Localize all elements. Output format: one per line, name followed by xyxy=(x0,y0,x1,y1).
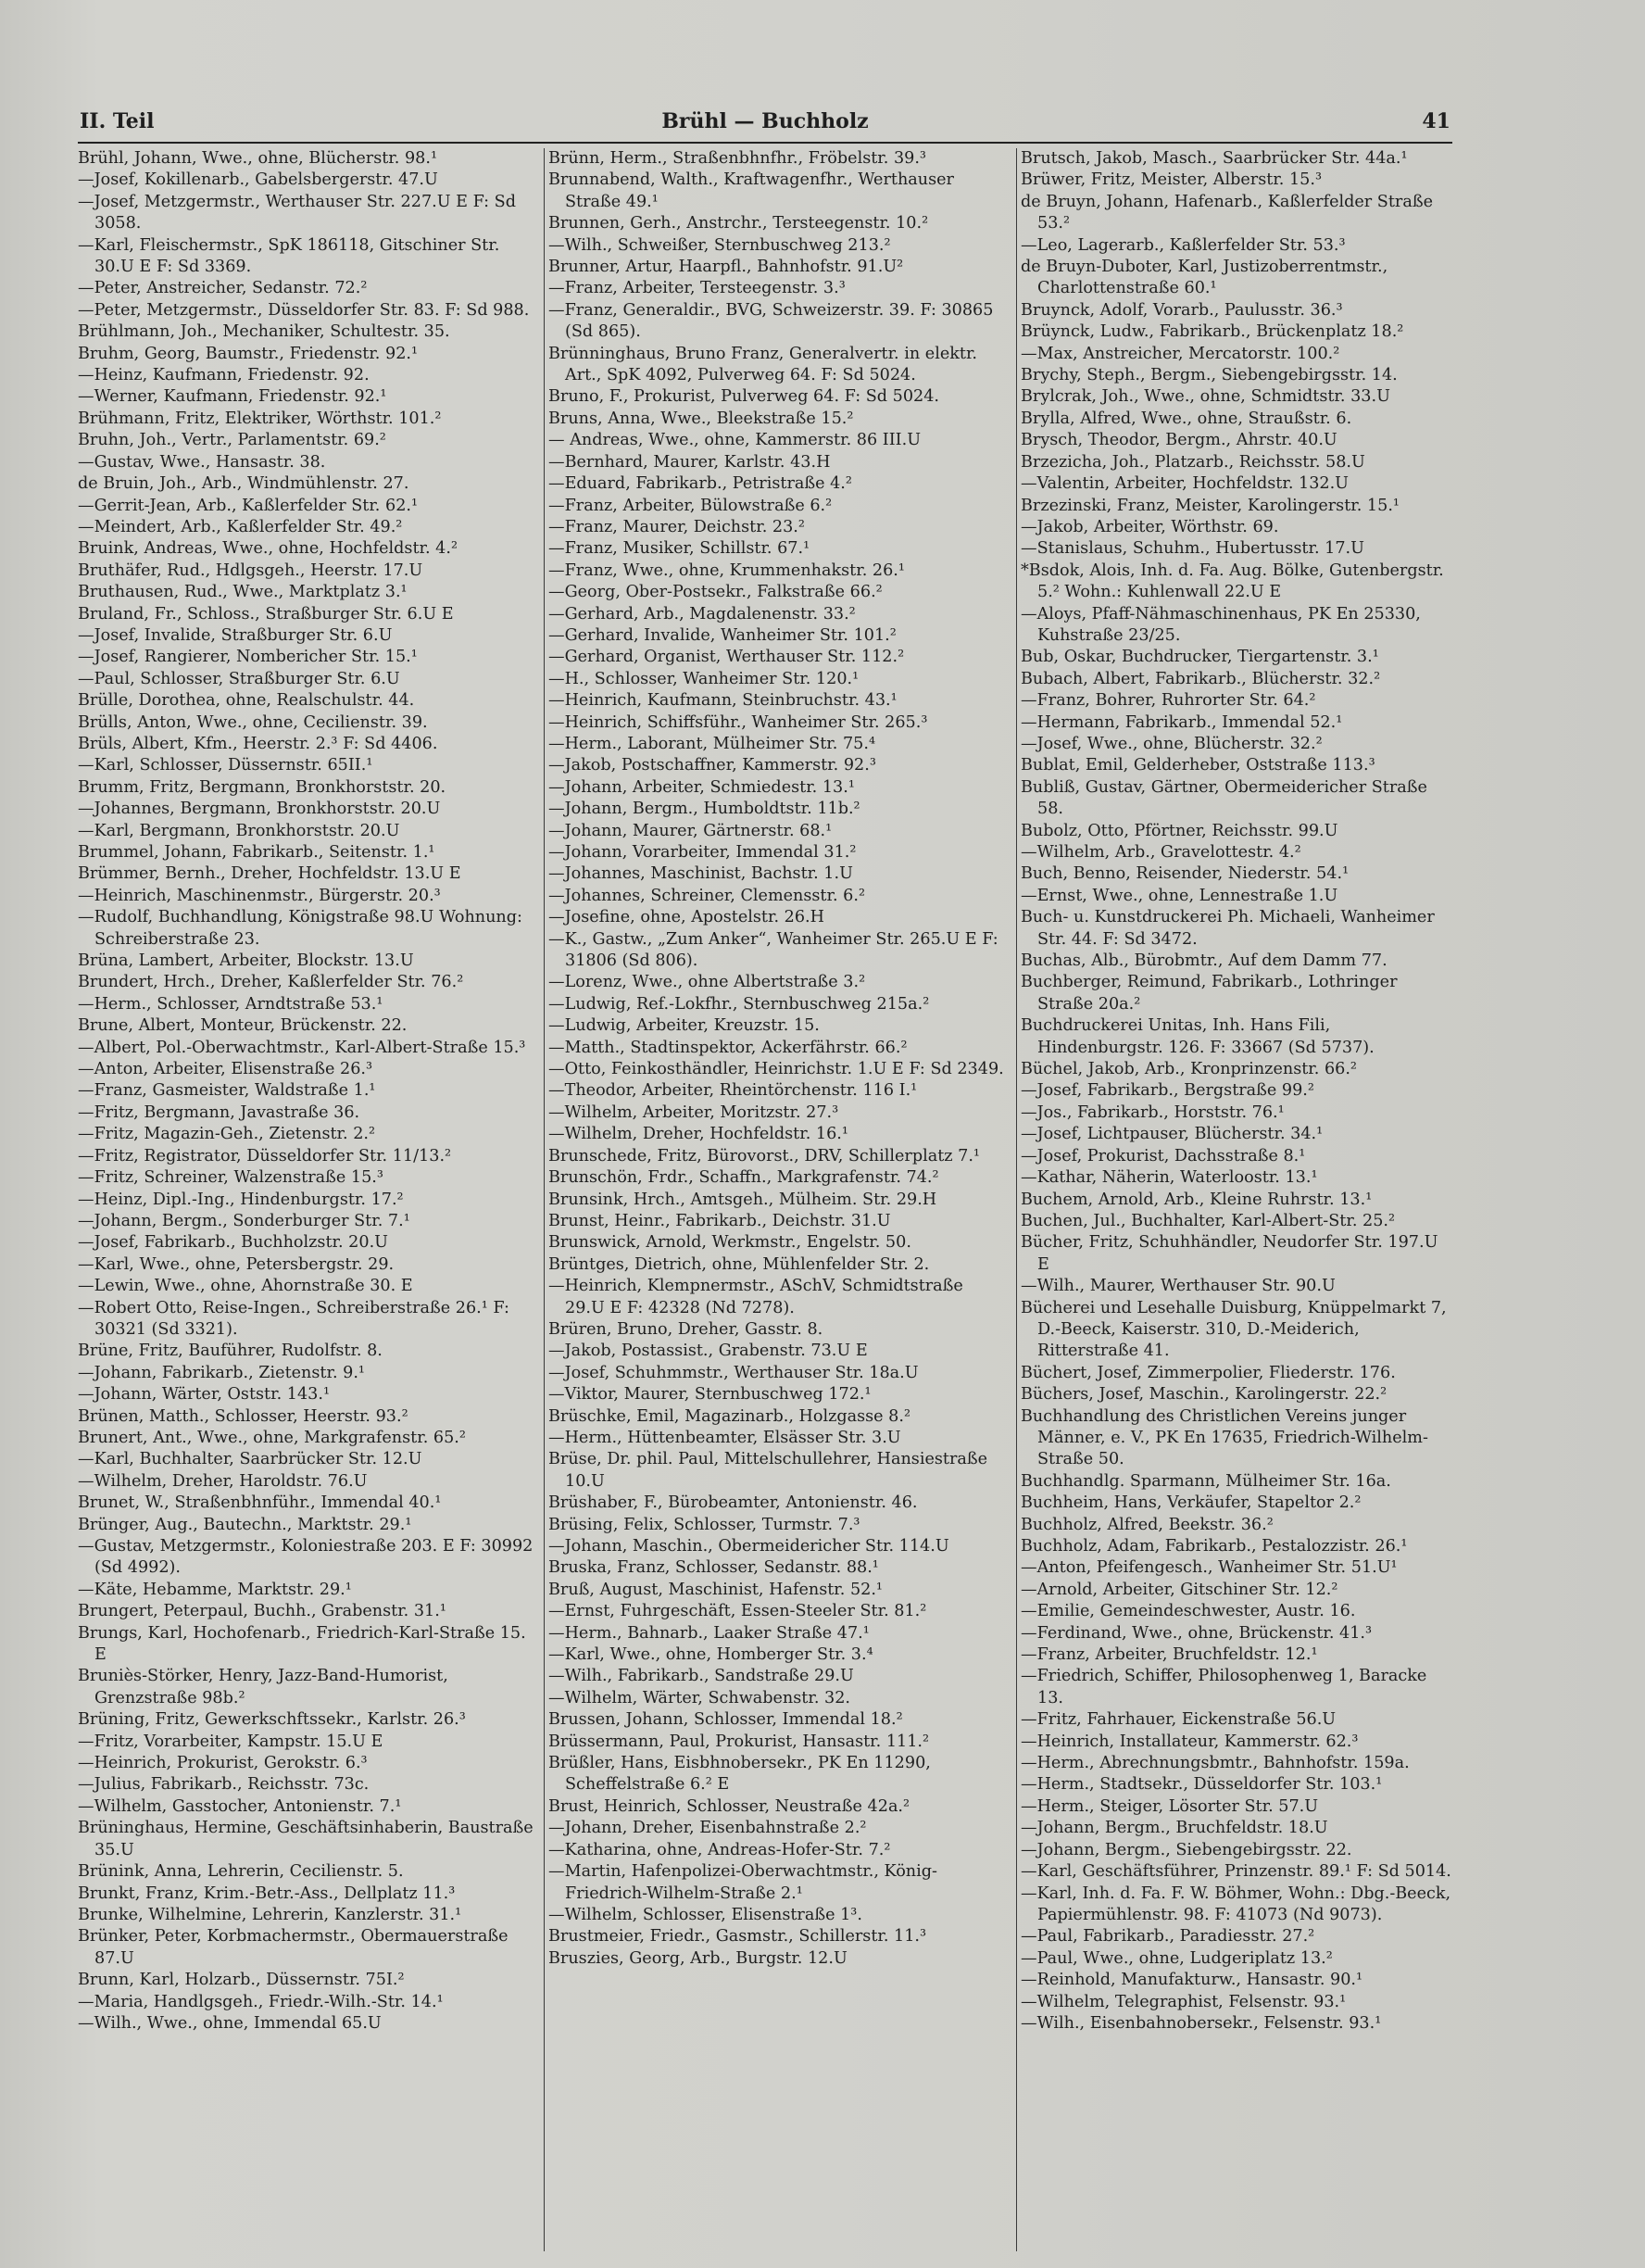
directory-entry: —Rudolf, Buchhandlung, Königstraße 98.U Wohnung: Schreiberstraße 23. xyxy=(78,908,522,949)
directory-entry: —Jos., Fabrikarb., Horststr. 76.¹ xyxy=(1021,1102,1285,1122)
column-3 xyxy=(1021,148,1458,2251)
directory-entry: —Gustav, Wwe., Hansastr. 38. xyxy=(78,452,326,472)
directory-entry: —Meindert, Arb., Kaßlerfelder Str. 49.² xyxy=(78,517,403,536)
directory-entry: Brüntges, Dietrich, ohne, Mühlenfelder Str. 2. xyxy=(548,1254,930,1274)
directory-entry: —Josef, Fabrikarb., Bergstraße 99.² xyxy=(1021,1081,1314,1101)
directory-entry: —Wilhelm, Telegraphist, Felsenstr. 93.¹ xyxy=(1021,1992,1347,2011)
directory-entry: Brüschke, Emil, Magazinarb., Holzgasse 8.² xyxy=(548,1406,911,1426)
directory-entry: —Franz, Arbeiter, Tersteegenstr. 3.³ xyxy=(548,279,846,298)
directory-entry: Brummel, Johann, Fabrikarb., Seitenstr. 1.¹ xyxy=(78,843,435,862)
directory-entry: —Herm., Hüttenbeamter, Elsässer Str. 3.U xyxy=(548,1428,901,1447)
directory-entry: —Wilhelm, Wärter, Schwabenstr. 32. xyxy=(548,1688,850,1707)
directory-entry: —Peter, Anstreicher, Sedanstr. 72.² xyxy=(78,279,368,298)
directory-entry: —Emilie, Gemeindeschwester, Austr. 16. xyxy=(1021,1602,1356,1621)
directory-entry: Brüninghaus, Hermine, Geschäftsinhaberin, Baustraße 35.U xyxy=(78,1819,534,1859)
directory-entry: —Gerhard, Arb., Magdalenenstr. 33.² xyxy=(548,604,856,624)
directory-entry: Bruhm, Georg, Baumstr., Friedenstr. 92.¹ xyxy=(78,344,419,363)
directory-entry: —Lewin, Wwe., ohne, Ahornstraße 30. E xyxy=(78,1277,413,1296)
directory-entry: —Johannes, Bergmann, Bronkhorststr. 20.U xyxy=(78,800,441,819)
directory-entry: Brünger, Aug., Bautechn., Marktstr. 29.¹ xyxy=(78,1515,412,1534)
directory-entry: —Gustav, Metzgermstr., Koloniestraße 203. E F: 30992 (Sd 4992). xyxy=(78,1537,534,1578)
directory-entry: Brunnabend, Walth., Kraftwagenfhr., Werthauser Straße 49.¹ xyxy=(548,170,954,211)
directory-entry: —Wilh., Eisenbahnobersekr., Felsenstr. 93.¹ xyxy=(1021,2013,1382,2033)
directory-entry: —Josef, Lichtpauser, Blücherstr. 34.¹ xyxy=(1021,1125,1324,1144)
directory-entry: Bruniès-Störker, Henry, Jazz-Band-Humorist, Grenzstraße 98b.² xyxy=(78,1667,448,1707)
directory-entry: —Josef, Metzgermstr., Werthauser Str. 227.U E F: Sd 3058. xyxy=(78,192,517,233)
directory-entry: Brünn, Herm., Straßenbhnfhr., Fröbelstr. 39.³ xyxy=(548,149,926,168)
directory-entry: —Johann, Bergm., Bruchfeldstr. 18.U xyxy=(1021,1819,1328,1838)
directory-entry: Brülls, Anton, Wwe., ohne, Cecilienstr. 39. xyxy=(78,712,428,732)
directory-entry: —Fritz, Registrator, Düsseldorfer Str. 11/13.² xyxy=(78,1146,452,1166)
directory-entry: —Jakob, Arbeiter, Wörthstr. 69. xyxy=(1021,517,1279,536)
directory-entry: —Gerrit-Jean, Arb., Kaßlerfelder Str. 62.¹ xyxy=(78,496,419,515)
directory-entry: —Ernst, Wwe., ohne, Lennestraße 1.U xyxy=(1021,886,1338,905)
directory-entry: Bruthausen, Rud., Wwe., Marktplatz 3.¹ xyxy=(78,583,408,602)
directory-entry: Brune, Albert, Monteur, Brückenstr. 22. xyxy=(78,1016,408,1036)
directory-entry: —Fritz, Vorarbeiter, Kampstr. 15.U E xyxy=(78,1732,383,1751)
directory-entry: —Johann, Arbeiter, Schmiedestr. 13.¹ xyxy=(548,777,855,797)
page-header xyxy=(80,109,1450,143)
directory-entry: Buchholz, Alfred, Beekstr. 36.² xyxy=(1021,1515,1274,1534)
directory-entry: Brünker, Peter, Korbmachermstr., Obermauerstraße 87.U xyxy=(78,1927,509,1968)
directory-entry: —Herm., Schlosser, Arndtstraße 53.¹ xyxy=(78,994,383,1014)
directory-entry: Brunst, Heinr., Fabrikarb., Deichstr. 31.U xyxy=(548,1211,891,1230)
directory-entry: Buchberger, Reimund, Fabrikarb., Lothringer Straße 20a.² xyxy=(1021,973,1398,1014)
directory-entry: Brustmeier, Friedr., Gasmstr., Schillerstr. 11.³ xyxy=(548,1927,927,1947)
directory-entry: Brunswick, Arnold, Werkmstr., Engelstr. 50. xyxy=(548,1233,911,1253)
directory-entry: —Franz, Gasmeister, Waldstraße 1.¹ xyxy=(78,1081,376,1101)
directory-entry: —Fritz, Fahrhauer, Eickenstraße 56.U xyxy=(1021,1710,1337,1730)
directory-entry: —Karl, Wwe., ohne, Petersbergstr. 29. xyxy=(78,1254,395,1274)
directory-entry: Brzezicha, Joh., Platzarb., Reichsstr. 58.U xyxy=(1021,452,1365,472)
directory-entry: Büchel, Jakob, Arb., Kronprinzenstr. 66.² xyxy=(1021,1060,1357,1079)
directory-entry: Brychy, Steph., Bergm., Siebengebirgsstr. 14. xyxy=(1021,366,1398,385)
directory-entry: de Bruyn, Johann, Hafenarb., Kaßlerfelder Straße 53.² xyxy=(1021,192,1433,233)
directory-entry: Bruska, Franz, Schlosser, Sedanstr. 88.¹ xyxy=(548,1558,879,1578)
directory-entry: —Heinrich, Kaufmann, Steinbruchstr. 43.¹ xyxy=(548,691,898,711)
directory-entry: —Herm., Bahnarb., Laaker Straße 47.¹ xyxy=(548,1623,870,1643)
directory-entry: —Fritz, Bergmann, Javastraße 36. xyxy=(78,1102,360,1122)
directory-entry: —Heinz, Dipl.-Ing., Hindenburgstr. 17.² xyxy=(78,1190,404,1209)
directory-entry: —Wilhelm, Schlosser, Elisenstraße 1³. xyxy=(548,1905,862,1924)
directory-entry: —Franz, Bohrer, Ruhrorter Str. 64.² xyxy=(1021,691,1316,711)
directory-entry: —Johann, Fabrikarb., Zietenstr. 9.¹ xyxy=(78,1363,365,1382)
column-1 xyxy=(78,148,539,2251)
directory-entry: Bruszies, Georg, Arb., Burgstr. 12.U xyxy=(548,1948,848,1968)
directory-entry: —Johann, Bergm., Sonderburger Str. 7.¹ xyxy=(78,1211,410,1230)
directory-entry: —Wilh., Fabrikarb., Sandstraße 29.U xyxy=(548,1667,854,1686)
directory-entry: Bubolz, Otto, Pförtner, Reichsstr. 99.U xyxy=(1021,821,1338,840)
directory-entry: —Martin, Hafenpolizei-Oberwachtmstr., König-Friedrich-Wilhelm-Straße 2.¹ xyxy=(548,1862,937,1903)
directory-entry: —Josef, Schuhmmstr., Werthauser Str. 18a.U xyxy=(548,1363,919,1382)
directory-entry: Bruß, August, Maschinist, Hafenstr. 52.¹ xyxy=(548,1580,883,1599)
directory-entry: Brüren, Bruno, Dreher, Gasstr. 8. xyxy=(548,1319,823,1339)
page-range-title: Brühl — Buchholz xyxy=(661,109,869,133)
directory-entry: —Wilhelm, Gasstocher, Antonienstr. 7.¹ xyxy=(78,1796,402,1816)
directory-entry: Brühmann, Fritz, Elektriker, Wörthstr. 101.² xyxy=(78,409,442,428)
directory-entry: Buchas, Alb., Bürobmtr., Auf dem Damm 77. xyxy=(1021,951,1388,971)
directory-entry: —Arnold, Arbeiter, Gitschiner Str. 12.² xyxy=(1021,1580,1338,1599)
directory-entry: —Jakob, Postassist., Grabenstr. 73.U E xyxy=(548,1342,868,1361)
directory-entry: Brüssermann, Paul, Prokurist, Hansastr. 111.² xyxy=(548,1732,930,1751)
directory-entry: Brungert, Peterpaul, Buchh., Grabenstr. 31.¹ xyxy=(78,1602,446,1621)
directory-entry: —Franz, Musiker, Schillstr. 67.¹ xyxy=(548,539,810,559)
directory-entry: —Theodor, Arbeiter, Rheintörchenstr. 116 I.¹ xyxy=(548,1081,918,1101)
directory-entry: —Ernst, Fuhrgeschäft, Essen-Steeler Str. 81.² xyxy=(548,1602,927,1621)
directory-entry: Brümmer, Bernh., Dreher, Hochfeldstr. 13.U E xyxy=(78,864,461,884)
directory-entry: Brutsch, Jakob, Masch., Saarbrücker Str. 44a.¹ xyxy=(1021,149,1408,168)
directory-entry: Brühlmann, Joh., Mechaniker, Schultestr. 35. xyxy=(78,322,450,342)
directory-entry: —Johann, Maurer, Gärtnerstr. 68.¹ xyxy=(548,821,833,840)
directory-entry: —Herm., Steiger, Lösorter Str. 57.U xyxy=(1021,1796,1319,1816)
column-2 xyxy=(548,148,1011,2251)
directory-entry: —Franz, Arbeiter, Bülowstraße 6.² xyxy=(548,496,833,515)
directory-entry: —Fritz, Magazin-Geh., Zietenstr. 2.² xyxy=(78,1125,376,1144)
directory-entry: Brylla, Alfred, Wwe., ohne, Straußstr. 6. xyxy=(1021,409,1352,428)
directory-entry: Brunsink, Hrch., Amtsgeh., Mülheim. Str. 29.H xyxy=(548,1190,937,1209)
directory-entry: —Johann, Bergm., Siebengebirgsstr. 22. xyxy=(1021,1840,1352,1859)
directory-entry: Büchers, Josef, Maschin., Karolingerstr. 22.² xyxy=(1021,1385,1388,1405)
directory-entry: —Paul, Fabrikarb., Paradiesstr. 27.² xyxy=(1021,1927,1315,1947)
directory-entry: —Matth., Stadtinspektor, Ackerfährstr. 66.² xyxy=(548,1038,908,1057)
part-label: II. Teil xyxy=(80,109,155,133)
directory-entry: Bruno, F., Prokurist, Pulverweg 64. F: Sd 5024. xyxy=(548,387,940,407)
directory-entry: —Josef, Invalide, Straßburger Str. 6.U xyxy=(78,625,393,645)
directory-entry: Bruland, Fr., Schloss., Straßburger Str. 6.U E xyxy=(78,604,454,624)
directory-entry: —Albert, Pol.-Oberwachtmstr., Karl-Albert-Straße 15.³ xyxy=(78,1038,526,1057)
directory-entry: Brüning, Fritz, Gewerkschftssekr., Karlstr. 26.³ xyxy=(78,1710,466,1730)
directory-entry: Bücherei und Lesehalle Duisburg, Knüppelmarkt 7, D.-Beeck, Kaiserstr. 310, D.-Meiderich, Ritterstraße 41. xyxy=(1021,1298,1447,1361)
directory-entry: —Valentin, Arbeiter, Hochfeldstr. 132.U xyxy=(1021,474,1350,494)
directory-entry: —Johann, Vorarbeiter, Immendal 31.² xyxy=(548,843,857,862)
directory-entry: de Bruin, Joh., Arb., Windmühlenstr. 27. xyxy=(78,474,409,494)
directory-entry: —Reinhold, Manufakturw., Hansastr. 90.¹ xyxy=(1021,1971,1363,1990)
directory-entry: Brühl, Johann, Wwe., ohne, Blücherstr. 98.¹ xyxy=(78,149,437,168)
directory-entry: Buchen, Jul., Buchhalter, Karl-Albert-Str. 25.² xyxy=(1021,1211,1396,1230)
directory-entry: Buchheim, Hans, Verkäufer, Stapeltor 2.² xyxy=(1021,1493,1362,1513)
directory-entry: —Werner, Kaufmann, Friedenstr. 92.¹ xyxy=(78,387,387,407)
directory-entry: —Wilhelm, Dreher, Hochfeldstr. 16.¹ xyxy=(548,1125,848,1144)
directory-entry: Brunschön, Frdr., Schaffn., Markgrafenstr. 74.² xyxy=(548,1168,939,1188)
directory-entry: Brüne, Fritz, Bauführer, Rudolfstr. 8. xyxy=(78,1342,383,1361)
directory-entry: —Johann, Bergm., Humboldtstr. 11b.² xyxy=(548,800,860,819)
directory-entry: Bruynck, Adolf, Vorarb., Paulusstr. 36.³ xyxy=(1021,300,1343,320)
directory-entry: —Wilhelm, Arb., Gravelottestr. 4.² xyxy=(1021,843,1301,862)
directory-entry: —Wilhelm, Arbeiter, Moritzstr. 27.³ xyxy=(548,1102,839,1122)
directory-entry: —Friedrich, Schiffer, Philosophenweg 1, Baracke 13. xyxy=(1021,1667,1427,1707)
directory-entry: —Ludwig, Arbeiter, Kreuzstr. 15. xyxy=(548,1016,820,1036)
page-number: 41 xyxy=(1422,109,1450,133)
directory-entry: —Josef, Rangierer, Nombericher Str. 15.¹ xyxy=(78,648,418,667)
directory-entry: —Eduard, Fabrikarb., Petristraße 4.² xyxy=(548,474,852,494)
directory-entry: —Wilh., Wwe., ohne, Immendal 65.U xyxy=(78,2013,382,2033)
directory-entry: —Johann, Wärter, Oststr. 143.¹ xyxy=(78,1385,331,1405)
directory-entry: —Gerhard, Organist, Werthauser Str. 112.² xyxy=(548,648,905,667)
directory-entry: —Heinz, Kaufmann, Friedenstr. 92. xyxy=(78,366,370,385)
directory-entry: —Peter, Metzgermstr., Düsseldorfer Str. 83. F: Sd 988. xyxy=(78,300,530,320)
directory-entry: Brünink, Anna, Lehrerin, Cecilienstr. 5. xyxy=(78,1862,404,1882)
directory-entry: Buchholz, Adam, Fabrikarb., Pestalozzistr. 26.¹ xyxy=(1021,1537,1408,1556)
directory-entry: Brundert, Hrch., Dreher, Kaßlerfelder Str. 76.² xyxy=(78,973,464,992)
directory-entry: —Heinrich, Klempnermstr., ASchV, Schmidtstraße 29.U E F: 42328 (Nd 7278). xyxy=(548,1277,963,1317)
directory-entry: —Lorenz, Wwe., ohne Albertstraße 3.² xyxy=(548,973,866,992)
directory-entry: Brunnen, Gerh., Anstrchr., Tersteegenstr. 10.² xyxy=(548,214,929,233)
directory-entry: —Josef, Fabrikarb., Buchholzstr. 20.U xyxy=(78,1233,388,1253)
directory-entry: —Georg, Ober-Postsekr., Falkstraße 66.² xyxy=(548,583,883,602)
directory-entry: —Herm., Laborant, Mülheimer Str. 75.⁴ xyxy=(548,734,875,753)
directory-entry: Brysch, Theodor, Bergm., Ahrstr. 40.U xyxy=(1021,431,1337,450)
directory-entry: Brüna, Lambert, Arbeiter, Blockstr. 13.U xyxy=(78,951,414,971)
directory-entry: —H., Schlosser, Wanheimer Str. 120.¹ xyxy=(548,669,860,688)
directory-entry: Brüshaber, F., Bürobeamter, Antonienstr. 46. xyxy=(548,1493,918,1513)
directory-entry: —Wilh., Maurer, Werthauser Str. 90.U xyxy=(1021,1277,1336,1296)
directory-entry: Bub, Oskar, Buchdrucker, Tiergartenstr. 3.¹ xyxy=(1021,648,1379,667)
directory-entry: Brunschede, Fritz, Bürovorst., DRV, Schillerplatz 7.¹ xyxy=(548,1146,980,1166)
directory-entry: —Josefine, ohne, Apostelstr. 26.H xyxy=(548,908,824,927)
directory-entry: —Josef, Kokillenarb., Gabelsbergerstr. 47.U xyxy=(78,170,438,190)
directory-entry: —Karl, Geschäftsführer, Prinzenstr. 89.¹ F: Sd 5014. xyxy=(1021,1862,1451,1882)
directory-entry: —Paul, Schlosser, Straßburger Str. 6.U xyxy=(78,669,400,688)
directory-entry: —Heinrich, Schiffsführ., Wanheimer Str. 265.³ xyxy=(548,712,928,732)
directory-entry: — Andreas, Wwe., ohne, Kammerstr. 86 III.U xyxy=(548,431,922,450)
directory-entry: Buchdruckerei Unitas, Inh. Hans Fili, Hindenburgstr. 126. F: 33667 (Sd 5737). xyxy=(1021,1016,1375,1057)
directory-entry: —Johannes, Schreiner, Clemensstr. 6.² xyxy=(548,886,865,905)
directory-entry: *Bsdok, Alois, Inh. d. Fa. Aug. Bölke, Gutenbergstr. 5.² Wohn.: Kuhlenwall 22.U E xyxy=(1021,561,1444,602)
directory-entry: Brunner, Artur, Haarpfl., Bahnhofstr. 91.U² xyxy=(548,258,904,277)
directory-entry: —Franz, Arbeiter, Bruchfeldstr. 12.¹ xyxy=(1021,1645,1318,1665)
directory-entry: Bruthäfer, Rud., Hdlgsgeh., Heerstr. 17.U xyxy=(78,561,423,580)
directory-entry: Brust, Heinrich, Schlosser, Neustraße 42a.² xyxy=(548,1796,910,1816)
directory-entry: —Karl, Wwe., ohne, Homberger Str. 3.⁴ xyxy=(548,1645,873,1665)
directory-entry: Bruink, Andreas, Wwe., ohne, Hochfeldstr. 4.² xyxy=(78,539,458,559)
directory-entry: Brumm, Fritz, Bergmann, Bronkhorststr. 20. xyxy=(78,777,446,797)
directory-entry: —Aloys, Pfaff-Nähmaschinenhaus, PK En 25330, Kuhstraße 23/25. xyxy=(1021,604,1421,645)
directory-entry: —Julius, Fabrikarb., Reichsstr. 73c. xyxy=(78,1775,370,1795)
directory-entry: Brunert, Ant., Wwe., ohne, Markgrafenstr. 65.² xyxy=(78,1428,466,1447)
directory-entry: —Kathar, Näherin, Waterloostr. 13.¹ xyxy=(1021,1168,1318,1188)
directory-entry: —Karl, Schlosser, Düssernstr. 65II.¹ xyxy=(78,756,373,775)
directory-entry: —Ludwig, Ref.-Lokfhr., Sternbuschweg 215a.² xyxy=(548,994,930,1014)
directory-entry: Brunke, Wilhelmine, Lehrerin, Kanzlerstr. 31.¹ xyxy=(78,1905,462,1924)
directory-entry: —Josef, Wwe., ohne, Blücherstr. 32.² xyxy=(1021,734,1323,753)
directory-entry: Buchem, Arnold, Arb., Kleine Ruhrstr. 13.¹ xyxy=(1021,1190,1373,1209)
directory-entry: Brüse, Dr. phil. Paul, Mittelschullehrer, Hansiestraße 10.U xyxy=(548,1450,988,1491)
directory-entry: Büchert, Josef, Zimmerpolier, Fliederstr. 176. xyxy=(1021,1363,1396,1382)
directory-entry: —Ferdinand, Wwe., ohne, Brückenstr. 41.³ xyxy=(1021,1623,1373,1643)
column-divider xyxy=(544,148,545,2251)
directory-entry: Brussen, Johann, Schlosser, Immendal 18.² xyxy=(548,1710,903,1730)
directory-entry: —Wilhelm, Dreher, Haroldstr. 76.U xyxy=(78,1471,368,1491)
directory-entry: —Fritz, Schreiner, Walzenstraße 15.³ xyxy=(78,1168,383,1188)
directory-entry: —Robert Otto, Reise-Ingen., Schreiberstraße 26.¹ F: 30321 (Sd 3321). xyxy=(78,1298,509,1339)
directory-entry: Brunkt, Franz, Krim.-Betr.-Ass., Dellplatz 11.³ xyxy=(78,1884,456,1903)
directory-entry: —Paul, Wwe., ohne, Ludgeriplatz 13.² xyxy=(1021,1948,1333,1968)
directory-entry: —Wilh., Schweißer, Sternbuschweg 213.² xyxy=(548,235,891,255)
directory-entry: Buchhandlung des Christlichen Vereins junger Männer, e. V., PK En 17635, Friedrich-Wilhelm-Straße 50. xyxy=(1021,1406,1428,1469)
directory-entry: —Franz, Maurer, Deichstr. 23.² xyxy=(548,517,805,536)
directory-entry: Brungs, Karl, Hochofenarb., Friedrich-Karl-Straße 15. E xyxy=(78,1623,526,1665)
directory-entry: —Katharina, ohne, Andreas-Hofer-Str. 7.² xyxy=(548,1840,891,1859)
directory-entry: —Johann, Dreher, Eisenbahnstraße 2.² xyxy=(548,1819,867,1838)
directory-entry: Brunet, W., Straßenbhnführ., Immendal 40.¹ xyxy=(78,1493,442,1513)
header-rule xyxy=(78,142,1452,144)
directory-entry: Brüßler, Hans, Eisbhnobersekr., PK En 11290, Scheffelstraße 6.² E xyxy=(548,1754,931,1795)
directory-entry: —Anton, Arbeiter, Elisenstraße 26.³ xyxy=(78,1060,373,1079)
directory-entry: Bubach, Albert, Fabrikarb., Blücherstr. 32.² xyxy=(1021,669,1381,688)
directory-entry: —Anton, Pfeifengesch., Wanheimer Str. 51.U¹ xyxy=(1021,1558,1398,1578)
directory-entry: Brüls, Albert, Kfm., Heerstr. 2.³ F: Sd 4406. xyxy=(78,734,438,753)
directory-entry: —Franz, Wwe., ohne, Krummenhakstr. 26.¹ xyxy=(548,561,905,580)
directory-entry: —Karl, Fleischermstr., SpK 186118, Gitschiner Str. 30.U E F: Sd 3369. xyxy=(78,235,500,277)
directory-entry: —Karl, Bergmann, Bronkhorststr. 20.U xyxy=(78,821,400,840)
directory-entry: Buch- u. Kunstdruckerei Ph. Michaeli, Wanheimer Str. 44. F: Sd 3472. xyxy=(1021,908,1435,949)
directory-entry: —Maria, Handlgsgeh., Friedr.-Wilh.-Str. 14.¹ xyxy=(78,1992,444,2011)
directory-entry: —Gerhard, Invalide, Wanheimer Str. 101.² xyxy=(548,625,897,645)
directory-entry: —Johannes, Maschinist, Bachstr. 1.U xyxy=(548,864,853,884)
directory-entry: —Heinrich, Installateur, Kammerstr. 62.³ xyxy=(1021,1732,1359,1751)
column-divider xyxy=(1016,148,1017,2251)
directory-entry: Brüsing, Felix, Schlosser, Turmstr. 7.³ xyxy=(548,1515,860,1534)
directory-entry: —Jakob, Postschaffner, Kammerstr. 92.³ xyxy=(548,756,876,775)
directory-entry: —Herm., Abrechnungsbmtr., Bahnhofstr. 159a. xyxy=(1021,1754,1410,1773)
directory-entry: Bruns, Anna, Wwe., Bleekstraße 15.² xyxy=(548,409,854,428)
directory-entry: —Max, Anstreicher, Mercatorstr. 100.² xyxy=(1021,344,1340,363)
directory-entry: —Viktor, Maurer, Sternbuschweg 172.¹ xyxy=(548,1385,872,1405)
directory-entry: —K., Gastw., „Zum Anker“, Wanheimer Str. 265.U E F: 31806 (Sd 806). xyxy=(548,929,998,971)
directory-entry: —Hermann, Fabrikarb., Immendal 52.¹ xyxy=(1021,712,1343,732)
directory-entry: —Johann, Maschin., Obermeidericher Str. 114.U xyxy=(548,1537,949,1556)
directory-entry: Brüynck, Ludw., Fabrikarb., Brückenplatz 18.² xyxy=(1021,322,1404,342)
directory-entry: —Karl, Buchhalter, Saarbrücker Str. 12.U xyxy=(78,1450,422,1469)
directory-entry: —Franz, Generaldir., BVG, Schweizerstr. 39. F: 30865 (Sd 865). xyxy=(548,300,994,342)
directory-entry: Brülle, Dorothea, ohne, Realschulstr. 44. xyxy=(78,691,415,711)
directory-entry: Brünninghaus, Bruno Franz, Generalvertr. in elektr. Art., SpK 4092, Pulverweg 64. F: Sd 5024. xyxy=(548,344,978,385)
directory-entry: —Josef, Prokurist, Dachsstraße 8.¹ xyxy=(1021,1146,1306,1166)
directory-entry: Bücher, Fritz, Schuhhändler, Neudorfer Str. 197.U E xyxy=(1021,1233,1438,1274)
directory-entry: Bubliß, Gustav, Gärtner, Obermeidericher Straße 58. xyxy=(1021,777,1427,819)
directory-entry: Bublat, Emil, Gelderheber, Oststraße 113.³ xyxy=(1021,756,1375,775)
directory-entry: Brünen, Matth., Schlosser, Heerstr. 93.² xyxy=(78,1406,408,1426)
directory-entry: —Bernhard, Maurer, Karlstr. 43.H xyxy=(548,452,831,472)
directory-entry: —Leo, Lagerarb., Kaßlerfelder Str. 53.³ xyxy=(1021,235,1346,255)
directory-entry: Bruhn, Joh., Vertr., Parlamentstr. 69.² xyxy=(78,431,386,450)
directory-entry: —Otto, Feinkosthändler, Heinrichstr. 1.U E F: Sd 2349. xyxy=(548,1060,1004,1079)
directory-entry: Brunn, Karl, Holzarb., Düssernstr. 75I.² xyxy=(78,1971,405,1990)
directory-entry: Brüwer, Fritz, Meister, Alberstr. 15.³ xyxy=(1021,170,1323,190)
directory-entry: —Herm., Stadtsekr., Düsseldorfer Str. 103.¹ xyxy=(1021,1775,1383,1795)
directory-entry: —Stanislaus, Schuhm., Hubertusstr. 17.U xyxy=(1021,539,1364,559)
directory-entry: de Bruyn-Duboter, Karl, Justizoberrentmstr., Charlottenstraße 60.¹ xyxy=(1021,258,1388,298)
directory-entry: —Heinrich, Maschinenmstr., Bürgerstr. 20.³ xyxy=(78,886,441,905)
directory-entry: —Heinrich, Prokurist, Gerokstr. 6.³ xyxy=(78,1754,368,1773)
directory-entry: —Karl, Inh. d. Fa. F. W. Böhmer, Wohn.: Dbg.-Beeck, Papiermühlenstr. 98. F: 41073 (Nd 9073). xyxy=(1021,1884,1451,1924)
directory-entry: —Käte, Hebamme, Marktstr. 29.¹ xyxy=(78,1580,352,1599)
directory-entry: Brylcrak, Joh., Wwe., ohne, Schmidtstr. 33.U xyxy=(1021,387,1390,407)
directory-entry: Brzezinski, Franz, Meister, Karolingerstr. 15.¹ xyxy=(1021,496,1400,515)
directory-entry: Buch, Benno, Reisender, Niederstr. 54.¹ xyxy=(1021,864,1350,884)
directory-entry: Buchhandlg. Sparmann, Mülheimer Str. 16a. xyxy=(1021,1471,1391,1491)
